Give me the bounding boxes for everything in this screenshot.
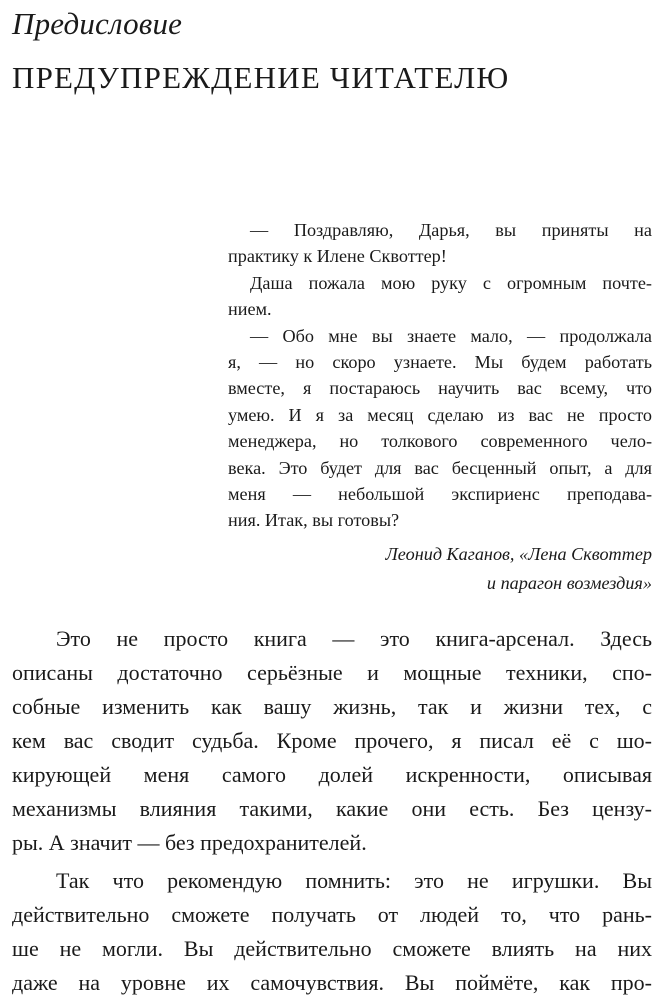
epigraph-line: умею. И я за месяц сделаю из вас не просто [228,404,652,425]
epigraph-line: практику к Илене Сквоттер! [228,246,447,267]
section-label: Предисловие [12,6,183,41]
body-line: механизмы влияния такими, какие они есть. Без цензу- [12,796,652,821]
body-line: Так что рекомендую помнить: это не игрушки. Вы [56,868,652,893]
epigraph-source: и парагон возмездия» [486,572,652,593]
body-line: ше не могли. Вы действительно сможете влиять на них [12,936,652,961]
epigraph-line: вместе, я постараюсь научить вас всему, что [228,378,652,399]
epigraph-source: Леонид Каганов, «Лена Сквоттер [385,543,652,564]
epigraph-line: ния. Итак, вы готовы? [228,510,400,531]
epigraph-line: Даша пожала мою руку с огромным почте- [250,272,652,293]
chapter-title: ПРЕДУПРЕЖДЕНИЕ ЧИТАТЕЛЮ [12,60,510,95]
epigraph-line: менеджера, но толкового современного чело- [228,431,652,452]
body-line: собные изменить как вашу жизнь, так и жизни тех, с [12,694,652,719]
body-line: кем вас сводит судьба. Кроме прочего, я писал её с шо- [12,728,652,753]
body-line: описаны достаточно серьёзные и мощные техники, спо- [12,660,652,685]
epigraph-line: меня — небольшой экспириенс преподава- [228,483,652,504]
body-line: ры. А значит — без предохранителей. [12,830,367,855]
body-text [12,622,652,1000]
body-line: кирующей меня самого долей искренности, описывая [12,762,652,787]
epigraph-line: я, — но скоро узнаете. Мы будем работать [228,351,652,372]
epigraph-line: — Поздравляю, Дарья, вы приняты на [250,220,652,240]
epigraph-line: нием. [228,299,272,320]
epigraph [228,217,652,598]
body-line: даже на уровне их самочувствия. Вы поймёте, как про- [12,970,652,995]
body-line: действительно сможете получать от людей то, что рань- [12,902,652,927]
epigraph-line: — Обо мне вы знаете мало, — продолжала [250,325,652,346]
body-line: Это не просто книга — это книга-арсенал. Здесь [56,626,652,651]
epigraph-line: века. Это будет для вас бесценный опыт, а для [228,457,652,478]
